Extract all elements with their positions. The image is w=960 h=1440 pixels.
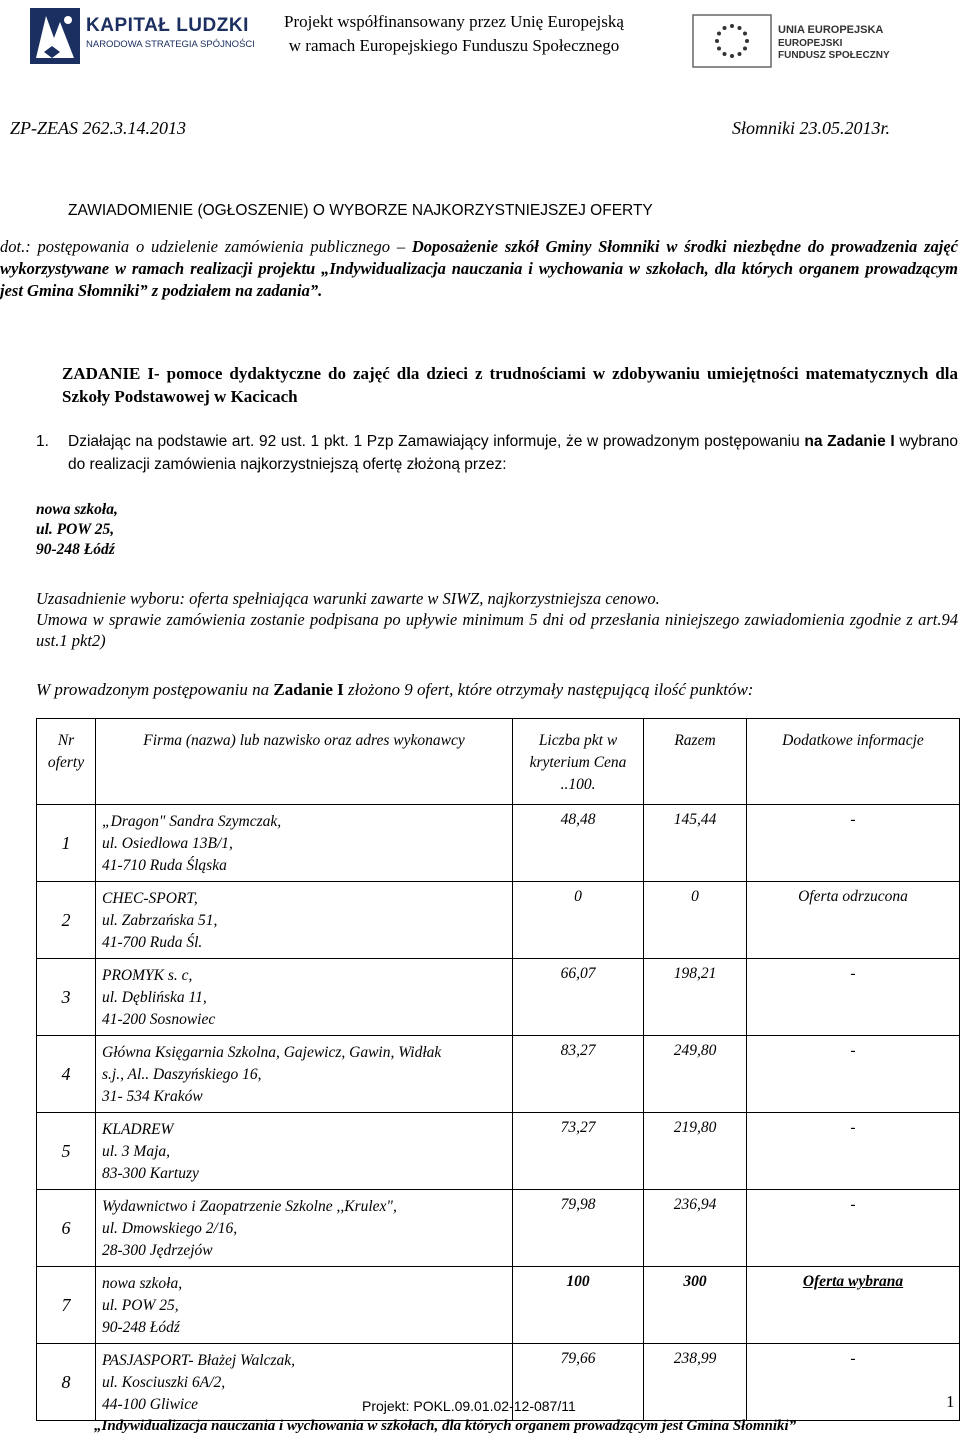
offer-nr: 5 xyxy=(37,1113,96,1190)
winner-street: ul. POW 25, xyxy=(36,521,115,538)
eu-star-icon xyxy=(717,32,721,36)
offer-info: - xyxy=(747,805,960,882)
firm-line: s.j., Al.. Daszyńskiego 16, xyxy=(102,1066,262,1083)
project-cofinanced-line: Projekt współfinansowany przez Unię Europejską xyxy=(284,12,624,31)
firm-line: Wydawnictwo i Zaopatrzenie Szkolne ,,Krulex", xyxy=(102,1198,397,1215)
offer-points: 48,48 xyxy=(513,805,644,882)
count-task: Zadanie I xyxy=(273,680,344,699)
kl-logo-subtitle: NARODOWA STRATEGIA SPÓJNOŚCI xyxy=(86,39,255,50)
offer-total: 236,94 xyxy=(644,1190,747,1267)
header-points: Liczba pkt w kryterium Cena ..100. xyxy=(513,719,644,805)
firm-line: 41-710 Ruda Śląska xyxy=(102,857,227,874)
eu-star-icon xyxy=(743,47,747,51)
offer-points: 0 xyxy=(513,882,644,959)
offer-firm xyxy=(96,805,513,882)
offer-total: 238,99 xyxy=(644,1344,747,1421)
eu-star-icon xyxy=(745,39,749,43)
table-row xyxy=(37,1036,960,1113)
winner-name: nowa szkoła, xyxy=(36,501,118,518)
firm-line: 28-300 Jędrzejów xyxy=(102,1242,213,1259)
offer-nr: 8 xyxy=(37,1344,96,1421)
offer-info: - xyxy=(747,1344,960,1421)
firm-line: 44-100 Gliwice xyxy=(102,1396,198,1413)
firm-line: nowa szkoła, xyxy=(102,1275,183,1292)
eu-star-icon xyxy=(730,54,734,58)
offer-count-line xyxy=(36,680,753,700)
table-row xyxy=(37,1113,960,1190)
count-suffix: złożono 9 ofert, które otrzymały następującą ilość punktów: xyxy=(343,680,754,699)
eu-star-icon xyxy=(738,52,742,56)
firm-line: Główna Księgarnia Szkolna, Gajewicz, Gawin, Widłak xyxy=(102,1044,442,1061)
firm-line: ul. 3 Maja, xyxy=(102,1143,171,1160)
table-row xyxy=(37,882,960,959)
eu-star-icon xyxy=(743,32,747,36)
offer-firm xyxy=(96,1190,513,1267)
point-text-b: wybrano do realizacji zamówienia najkorzystniejszą ofertę złożoną przez: xyxy=(68,433,958,473)
count-prefix: W prowadzonym postępowaniu na xyxy=(36,680,274,699)
offer-total: 249,80 xyxy=(644,1036,747,1113)
eu-logo-union: UNIA EUROPEJSKA xyxy=(778,24,884,36)
offer-info: - xyxy=(747,1036,960,1113)
firm-line: ul. POW 25, xyxy=(102,1297,179,1314)
offer-points: 73,27 xyxy=(513,1113,644,1190)
firm-line: ul. Zabrzańska 51, xyxy=(102,912,218,929)
firm-line: ul. Dmowskiego 2/16, xyxy=(102,1220,238,1237)
offer-nr: 2 xyxy=(37,882,96,959)
eu-logo-social-fund: FUNDUSZ SPOŁECZNY xyxy=(778,50,890,61)
point-number: 1. xyxy=(36,433,49,450)
page-number: 1 xyxy=(946,1392,955,1411)
offer-total: 219,80 xyxy=(644,1113,747,1190)
offer-info: - xyxy=(747,959,960,1036)
offer-firm xyxy=(96,1113,513,1190)
header-info: Dodatkowe informacje xyxy=(747,719,960,805)
firm-line: 41-700 Ruda Śl. xyxy=(102,934,203,951)
offer-nr: 1 xyxy=(37,805,96,882)
eu-star-icon xyxy=(717,47,721,51)
notice-title: ZAWIADOMIENIE (OGŁOSZENIE) O WYBORZE NAJKORZYSTNIEJSZEJ OFERTY xyxy=(68,202,653,219)
header-firm: Firma (nazwa) lub nazwisko oraz adres wykonawcy xyxy=(96,719,513,805)
offer-firm xyxy=(96,959,513,1036)
offer-points: 79,98 xyxy=(513,1190,644,1267)
firm-line: PASJASPORT- Błażej Walczak, xyxy=(102,1352,296,1369)
firm-line: PROMYK s. c, xyxy=(102,967,193,984)
offer-total: 145,44 xyxy=(644,805,747,882)
table-row xyxy=(37,805,960,882)
firm-line: ul. Dęblińska 11, xyxy=(102,989,207,1006)
header-total: Razem xyxy=(644,719,747,805)
header-nr: Nr oferty xyxy=(37,719,96,805)
firm-line: 90-248 Łódź xyxy=(102,1319,180,1336)
offer-nr: 7 xyxy=(37,1267,96,1344)
subject-paragraph xyxy=(0,236,958,302)
offer-points: 79,66 xyxy=(513,1344,644,1421)
kl-logo-title: KAPITAŁ LUDZKI xyxy=(86,15,249,36)
firm-line: 83-300 Kartuzy xyxy=(102,1165,199,1182)
firm-line: „Dragon" Sandra Szymczak, xyxy=(102,813,282,830)
table-row xyxy=(37,1190,960,1267)
eu-star-icon xyxy=(723,26,727,30)
project-fund-line: w ramach Europejskiego Funduszu Społecznego xyxy=(288,36,620,55)
eu-star-icon xyxy=(730,24,734,28)
justification-contract: Umowa w sprawie zamówienia zostanie podpisana po upływie minimum 5 dni od przesłania niniejszego zawiadomienia zgodnie z art.94 ust.1 pkt2) xyxy=(36,610,958,650)
offer-info: - xyxy=(747,1113,960,1190)
offer-nr: 6 xyxy=(37,1190,96,1267)
firm-line: 31- 534 Kraków xyxy=(102,1088,203,1105)
table-header-row xyxy=(37,719,960,805)
footer-project-code: Projekt: POKL.09.01.02-12-087/11 xyxy=(362,1398,576,1414)
winner-city: 90-248 Łódź xyxy=(36,541,115,558)
firm-line: ul. Kosciuszki 6A/2, xyxy=(102,1374,226,1391)
point-1 xyxy=(36,430,958,476)
eu-star-icon xyxy=(715,39,719,43)
task-heading: ZADANIE I- pomoce dydaktyczne do zajęć dla dzieci z trudnościami w zdobywaniu umiejętności matematycznych dla Szkoły Podstawowej w Kacicach xyxy=(62,364,958,406)
offer-firm xyxy=(96,882,513,959)
offer-total: 198,21 xyxy=(644,959,747,1036)
offer-nr: 3 xyxy=(37,959,96,1036)
offer-firm xyxy=(96,1036,513,1113)
footer-project-name: „Indywidualizacja nauczania i wychowania w szkołach, dla których organem prowadzącym jest Gmina Słomniki” xyxy=(94,1418,797,1434)
place-date: Słomniki 23.05.2013r. xyxy=(732,118,891,138)
offer-nr: 4 xyxy=(37,1036,96,1113)
offer-points: 83,27 xyxy=(513,1036,644,1113)
eu-star-icon xyxy=(723,52,727,56)
firm-line: ul. Osiedlowa 13B/1, xyxy=(102,835,233,852)
justification xyxy=(36,588,958,651)
table-row xyxy=(37,959,960,1036)
point-text-bold: na Zadanie I xyxy=(804,433,895,450)
reference-number: ZP-ZEAS 262.3.14.2013 xyxy=(10,118,187,138)
offers-table xyxy=(36,718,960,1421)
eu-logo-european: EUROPEJSKI xyxy=(778,38,843,49)
offer-info: Oferta wybrana xyxy=(747,1267,960,1344)
justification-reason: Uzasadnienie wyboru: oferta spełniająca warunki zawarte w SIWZ, najkorzystniejsza cenowo. xyxy=(36,589,660,608)
offer-info: Oferta odrzucona xyxy=(747,882,960,959)
offer-total: 300 xyxy=(644,1267,747,1344)
firm-line: KLADREW xyxy=(102,1121,174,1138)
offer-points: 66,07 xyxy=(513,959,644,1036)
firm-line: CHEC-SPORT, xyxy=(102,890,198,907)
firm-line: 41-200 Sosnowiec xyxy=(102,1011,216,1028)
offer-points: 100 xyxy=(513,1267,644,1344)
winner-address xyxy=(36,500,118,560)
offer-total: 0 xyxy=(644,882,747,959)
eu-star-icon xyxy=(738,26,742,30)
offer-firm xyxy=(96,1267,513,1344)
point-text-a: Działając na podstawie art. 92 ust. 1 pkt. 1 Pzp Zamawiający informuje, że w prowadzonym postępowaniu xyxy=(68,433,805,450)
subject-prefix: dot.: postępowania o udzielenie zamówienia publicznego – xyxy=(0,237,412,256)
table-row-selected xyxy=(37,1267,960,1344)
eu-flag-logo xyxy=(692,14,772,68)
offer-info: - xyxy=(747,1190,960,1267)
subject-title: Doposażenie szkół Gminy Słomniki w środki niezbędne do prowadzenia zajęć wykorzystywane w ramach realizacji projektu „Indywidualizacja nauczania i wychowania w szkołach, dla których organem prowadzącym jest Gmina Słomniki” z podziałem na zadania”. xyxy=(0,237,958,300)
